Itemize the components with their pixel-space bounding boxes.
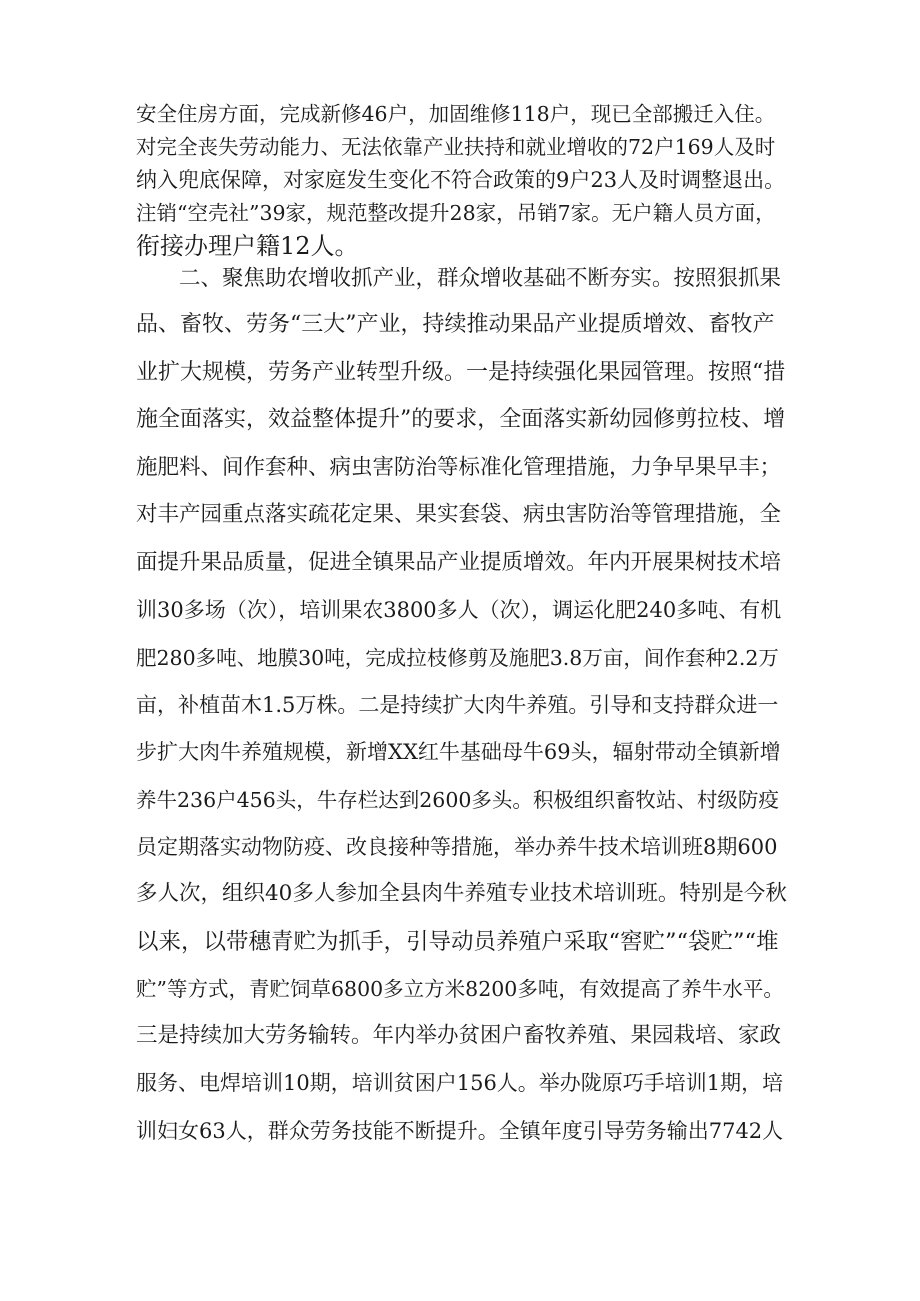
text-line: 训妇女63人，群众劳务技能不断提升。全镇年度引导劳务输出7742人 <box>136 1119 784 1143</box>
text-line: 服务、电焊培训10期，培训贫困户156人。举办陇原巧手培训1期，培 <box>136 1071 784 1095</box>
text-line: 对完全丧失劳动能力、无法依靠产业扶持和就业增收的72户169人及时 <box>136 135 776 159</box>
text-line: 二、聚焦助农增收抓产业，群众增收基础不断夯实。按照狠抓果 <box>136 266 782 291</box>
text-line: 纳入兜底保障，对家庭发生变化不符合政策的9户23人及时调整退出。 <box>136 168 786 192</box>
text-line: 多人次，组织40多人参加全县肉牛养殖专业技术培训班。特别是今秋 <box>136 881 787 906</box>
text-line: 安全住房方面，完成新修46户，加固维修118户，现已全部搬迁入住。 <box>136 102 776 126</box>
text-line: 三是持续加大劳务输转。年内举办贫困户畜牧养殖、果园栽培、家政 <box>136 1023 782 1048</box>
text-line: 亩，补植苗木1.5万株。二是持续扩大肉牛养殖。引导和支持群众进一 <box>136 693 779 717</box>
text-line: 施肥料、间作套种、病虫害防治等标准化管理措施，力争早果早丰； <box>136 455 782 480</box>
text-line: 施全面落实，效益整体提升”的要求，全面落实新幼园修剪拉枝、增 <box>136 407 786 432</box>
text-line: 步扩大肉牛养殖规模，新增XX红牛基础母牛69头，辐射带动全镇新增 <box>136 740 781 764</box>
text-line: 训30多场（次），培训果农3800多人（次），调运化肥240多吨、有机 <box>136 598 782 622</box>
text-line: 养牛236户456头，牛存栏达到2600多头。积极组织畜牧站、村级防疫 <box>136 788 779 812</box>
text-line: 品、畜牧、劳务“三大”产业，持续推动果品产业提质增效、畜牧产 <box>136 312 775 337</box>
text-line: 贮”等方式，青贮饲草6800多立方米8200多吨，有效提高了养牛水平。 <box>136 977 784 1001</box>
text-line: 注销“空壳社”39家，规范整改提升28家，吊销7家。无户籍人员方面， <box>136 201 776 225</box>
text-line: 员定期落实动物防疫、改良接种等措施，举办养牛技术培训班8期600 <box>136 835 778 859</box>
text-line: 衔接办理户籍12人。 <box>136 232 359 260</box>
text-line: 以来，以带穗青贮为抓手，引导动员养殖户采取“窖贮”“袋贮”“堆 <box>136 929 779 955</box>
text-line: 肥280多吨、地膜30吨，完成拉枝修剪及施肥3.8万亩，间作套种2.2万 <box>136 646 779 670</box>
text-line: 对丰产园重点落实疏花定果、果实套袋、病虫害防治等管理措施，全 <box>136 502 782 527</box>
text-line: 面提升果品质量，促进全镇果品产业提质增效。年内开展果树技术培 <box>136 550 782 575</box>
text-line: 业扩大规模，劳务产业转型升级。一是持续强化果园管理。按照“措 <box>136 360 786 385</box>
